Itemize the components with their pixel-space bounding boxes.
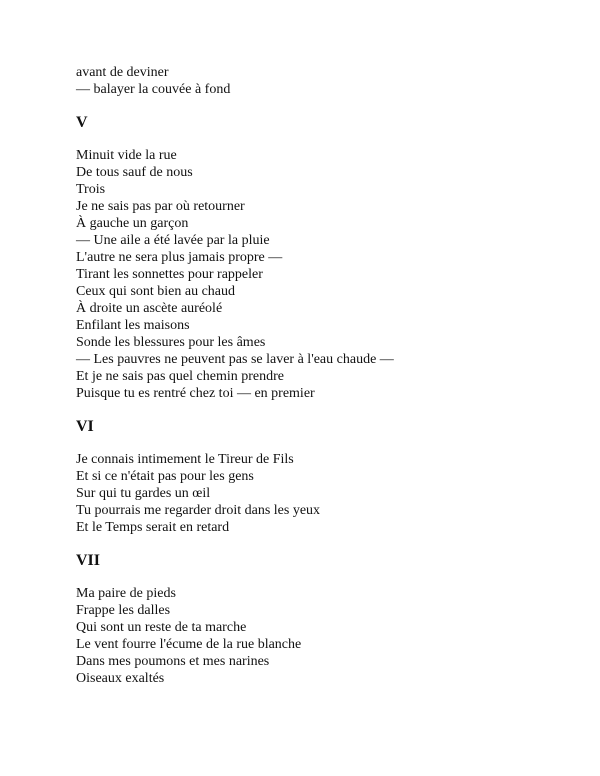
poem-line: Minuit vide la rue <box>76 148 177 163</box>
poem-line: Je connais intimement le Tireur de Fils <box>76 452 294 467</box>
section-v <box>76 113 576 402</box>
poem-line: avant de deviner <box>76 65 169 80</box>
poem-line: Et le Temps serait en retard <box>76 520 230 535</box>
section-vii <box>76 551 576 687</box>
poem-line: — Les pauvres ne peuvent pas se laver à l'eau chaude — <box>76 352 394 367</box>
poem-line: À gauche un garçon <box>76 216 189 231</box>
intro-stanza <box>76 64 576 98</box>
poem-line: Frappe les dalles <box>76 603 171 618</box>
section-vi-stanza <box>76 451 576 536</box>
poem-page <box>76 64 576 687</box>
poem-line: À droite un ascète auréolé <box>76 301 223 316</box>
poem-line: — balayer la couvée à fond <box>76 82 231 97</box>
section-v-stanza <box>76 147 576 402</box>
poem-line: Qui sont un reste de ta marche <box>76 620 247 635</box>
section-heading: VI <box>76 418 94 435</box>
poem-line: Je ne sais pas par où retourner <box>76 199 245 214</box>
section-heading: VII <box>76 552 101 569</box>
section-heading: V <box>76 114 88 131</box>
section-vii-stanza <box>76 585 576 687</box>
poem-line: Et si ce n'était pas pour les gens <box>76 469 254 484</box>
poem-line: Trois <box>76 182 106 197</box>
poem-line: Tu pourrais me regarder droit dans les yeux <box>76 503 321 518</box>
poem-line: Dans mes poumons et mes narines <box>76 654 270 669</box>
poem-line: Oiseaux exaltés <box>76 671 165 686</box>
poem-line: Sur qui tu gardes un œil <box>76 486 211 501</box>
poem-line: Sonde les blessures pour les âmes <box>76 335 266 350</box>
poem-line: Et je ne sais pas quel chemin prendre <box>76 369 284 384</box>
poem-line: Ma paire de pieds <box>76 586 176 601</box>
poem-line: Tirant les sonnettes pour rappeler <box>76 267 263 282</box>
poem-line: De tous sauf de nous <box>76 165 193 180</box>
poem-line: Le vent fourre l'écume de la rue blanche <box>76 637 302 652</box>
section-vi <box>76 417 576 536</box>
poem-line: L'autre ne sera plus jamais propre — <box>76 250 283 265</box>
poem-line: — Une aile a été lavée par la pluie <box>76 233 270 248</box>
poem-line: Ceux qui sont bien au chaud <box>76 284 236 299</box>
poem-line: Puisque tu es rentré chez toi — en premier <box>76 386 315 401</box>
poem-line: Enfilant les maisons <box>76 318 190 333</box>
